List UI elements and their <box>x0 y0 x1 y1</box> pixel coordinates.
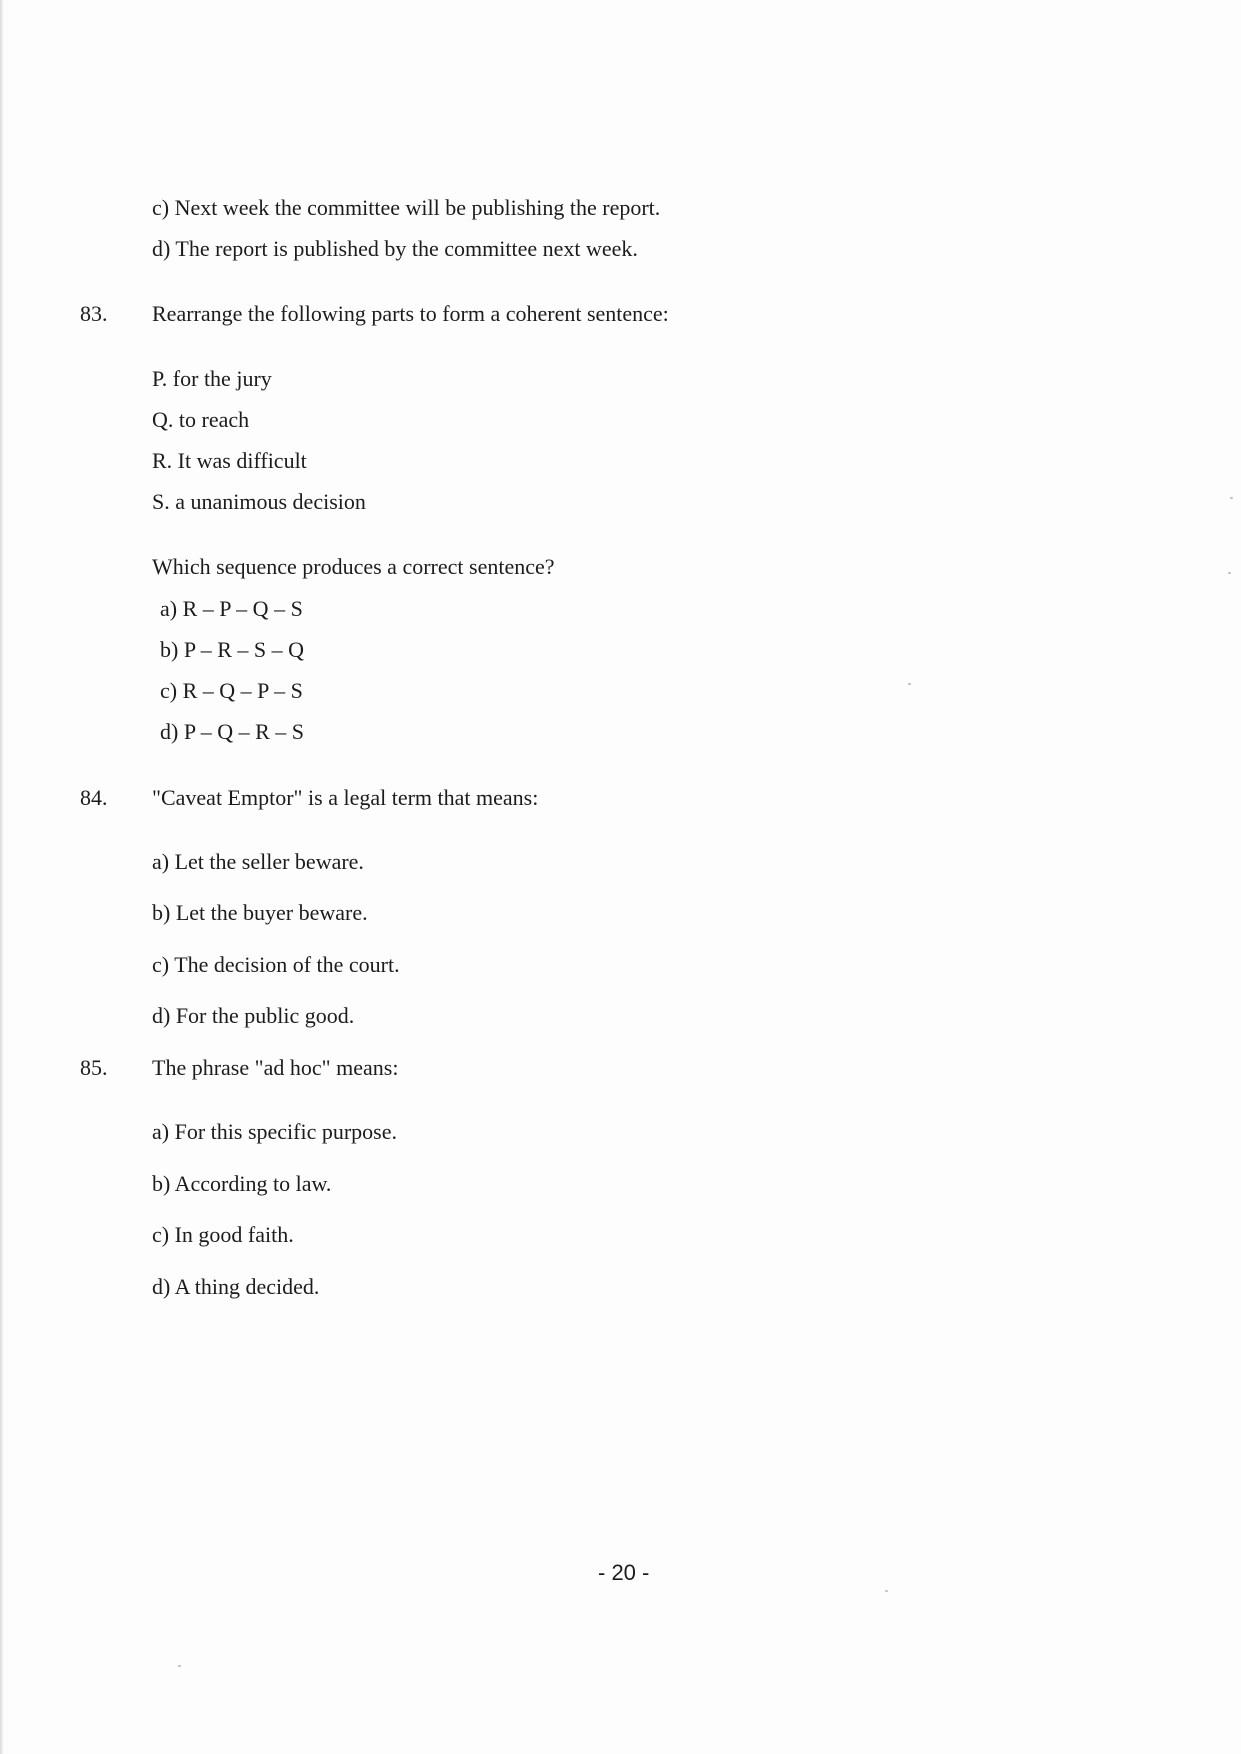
question-84-prompt: "Caveat Emptor" is a legal term that means: <box>152 785 539 810</box>
carryover-option-c: c) Next week the committee will be publishing the report. <box>152 195 661 220</box>
question-83-part-q: Q. to reach <box>152 407 250 432</box>
question-85-option-d: d) A thing decided. <box>152 1274 320 1299</box>
page-edge-shadow <box>0 0 3 1754</box>
question-84-option-b: b) Let the buyer beware. <box>152 900 368 925</box>
scan-speck <box>908 683 911 685</box>
question-84-option-c: c) The decision of the court. <box>152 952 400 977</box>
question-83-prompt: Rearrange the following parts to form a coherent sentence: <box>152 301 669 326</box>
question-83-number: 83. <box>80 301 108 326</box>
question-85-option-b: b) According to law. <box>152 1171 332 1196</box>
scan-speck <box>1230 497 1233 499</box>
question-85-prompt: The phrase "ad hoc" means: <box>152 1055 399 1080</box>
question-85-option-a: a) For this specific purpose. <box>152 1119 397 1144</box>
page-number: - 20 - <box>598 1560 650 1585</box>
scan-speck <box>885 1590 888 1592</box>
question-83-part-r: R. It was difficult <box>152 448 307 473</box>
question-84-option-d: d) For the public good. <box>152 1003 355 1028</box>
question-84-option-a: a) Let the seller beware. <box>152 849 364 874</box>
question-85-option-c: c) In good faith. <box>152 1222 294 1247</box>
scan-speck <box>1228 572 1231 574</box>
question-83-part-s: S. a unanimous decision <box>152 489 366 514</box>
question-83-option-d: d) P – Q – R – S <box>160 719 305 744</box>
carryover-option-d: d) The report is published by the committee next week. <box>152 236 638 261</box>
question-83-part-p: P. for the jury <box>152 366 272 391</box>
question-85-number: 85. <box>80 1055 108 1080</box>
question-83-option-a: a) R – P – Q – S <box>160 596 303 621</box>
question-84-number: 84. <box>80 785 108 810</box>
scan-speck <box>178 1665 181 1667</box>
question-83-option-c: c) R – Q – P – S <box>160 678 303 703</box>
question-83-option-b: b) P – R – S – Q <box>160 637 305 662</box>
question-83-sub-prompt: Which sequence produces a correct sentence? <box>152 554 555 579</box>
